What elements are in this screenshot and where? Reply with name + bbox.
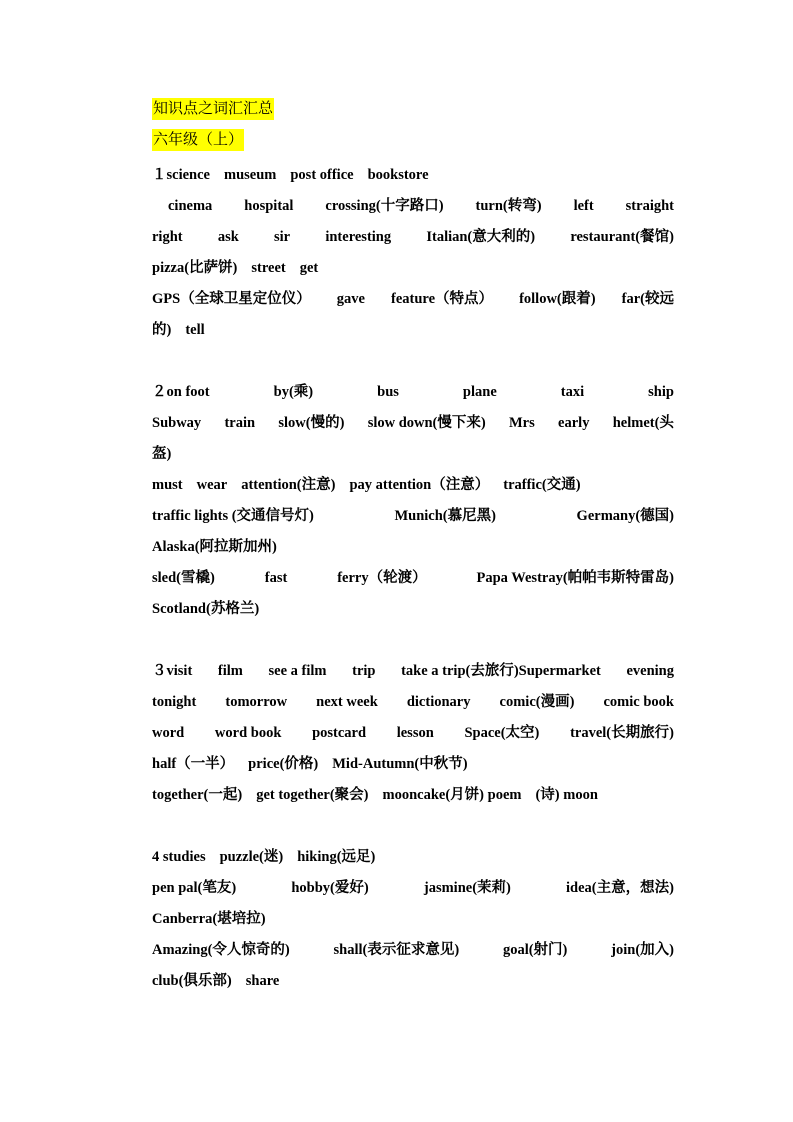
vocab-line [152, 253, 674, 284]
vocab-word: ship [648, 384, 674, 400]
vocab-word: sled(雪橇) [152, 570, 215, 586]
vocab-line [152, 501, 674, 532]
vocab-word: club(俱乐部) [152, 973, 232, 989]
vocab-word: pay attention（注意） [349, 477, 490, 493]
vocab-word: tell [185, 322, 205, 338]
vocab-word: ２on foot [152, 384, 210, 400]
vocab-word: Munich(慕尼黑) [394, 508, 496, 524]
vocab-line [152, 532, 674, 563]
vocab-word: helmet(头 [612, 415, 674, 431]
vocab-word: shall(表示征求意见) [333, 942, 460, 958]
vocab-line [152, 315, 674, 346]
vocab-line [152, 904, 674, 935]
vocab-word: far(较远 [621, 291, 674, 307]
vocab-word: hobby(爱好) [291, 880, 369, 896]
vocab-word: puzzle(迷) [219, 849, 284, 865]
vocab-word: 盔) [152, 446, 172, 462]
vocab-word: ３visit [152, 663, 193, 679]
vocab-word: Subway [152, 415, 202, 431]
vocab-line [152, 470, 674, 501]
vocab-line [152, 656, 674, 687]
vocab-word: goal(射门) [502, 942, 568, 958]
vocab-word: museum [223, 167, 277, 183]
vocab-line [152, 191, 674, 222]
vocab-word: cinema [168, 198, 213, 214]
vocab-word: wear [196, 477, 228, 493]
vocab-word: fast [264, 570, 288, 586]
vocab-word: lesson [396, 725, 434, 741]
vocab-word: ask [217, 229, 239, 245]
title-line [152, 98, 674, 129]
vocab-word: dictionary [406, 694, 471, 710]
vocab-word: word book [214, 725, 282, 741]
vocab-line [152, 160, 674, 191]
vocab-word: travel(长期旅行) [570, 725, 674, 741]
vocab-word: right [152, 229, 183, 245]
document-page [152, 98, 674, 997]
vocab-word: hospital [244, 198, 294, 214]
vocab-word: Amazing(令人惊奇的) [152, 942, 290, 958]
vocab-word: turn(转弯) [475, 198, 542, 214]
vocab-word: by(乘) [273, 384, 314, 400]
vocab-line [152, 439, 674, 470]
vocab-word: film [217, 663, 243, 679]
vocab-word: pen pal(笔友) [152, 880, 237, 896]
vocab-word: gave [336, 291, 365, 307]
unit-3 [152, 656, 674, 811]
grade-line [152, 129, 674, 160]
vocab-line [152, 594, 674, 625]
vocab-word: feature（特点） [390, 291, 494, 307]
vocab-word: get [299, 260, 319, 276]
vocab-word: Mrs [509, 415, 535, 431]
vocab-line [152, 222, 674, 253]
vocab-word: join(加入) [611, 942, 674, 958]
vocab-line [152, 749, 674, 780]
vocab-word: traffic(交通) [503, 477, 581, 493]
vocab-word: restaurant(餐馆) [570, 229, 674, 245]
vocab-word: comic(漫画) [499, 694, 575, 710]
vocab-word: Scotland(苏格兰) [152, 601, 260, 617]
vocab-word: together(一起) [152, 787, 243, 803]
vocab-word: tonight [152, 694, 197, 710]
vocab-word: crossing(十字路口) [325, 198, 444, 214]
vocab-word: (诗) moon [535, 787, 598, 803]
vocab-line [152, 687, 674, 718]
document-title: 知识点之词汇汇总 [152, 98, 274, 120]
vocab-word: next week [316, 694, 378, 710]
unit-separator [152, 811, 674, 842]
vocab-word: get together(聚会) [256, 787, 369, 803]
vocab-word: bus [377, 384, 399, 400]
vocab-word: idea(主意，想法) [566, 880, 674, 896]
unit-2 [152, 377, 674, 625]
vocab-word: slow(慢的) [278, 415, 345, 431]
vocab-word: Mid-Autumn(中秋节) [332, 756, 468, 772]
vocab-word: comic book [603, 694, 674, 710]
vocab-line [152, 563, 674, 594]
vocab-word: slow down(慢下来) [367, 415, 486, 431]
vocab-word: share [245, 973, 280, 989]
vocab-word: interesting [325, 229, 392, 245]
vocab-word: see a film [268, 663, 327, 679]
unit-4 [152, 842, 674, 997]
vocab-word: 4 studies [152, 849, 206, 865]
unit-separator [152, 346, 674, 377]
vocab-word: taxi [560, 384, 585, 400]
vocab-line [152, 935, 674, 966]
vocab-line [152, 377, 674, 408]
unit-1 [152, 160, 674, 346]
vocab-line [152, 966, 674, 997]
vocab-word: Canberra(堪培拉) [152, 911, 266, 927]
vocab-word: price(价格) [248, 756, 319, 772]
vocabulary-units [152, 160, 674, 997]
vocab-word: street [251, 260, 286, 276]
vocab-word: early [558, 415, 590, 431]
vocab-word: bookstore [367, 167, 429, 183]
vocab-word: evening [626, 663, 674, 679]
vocab-word: Italian(意大利的) [426, 229, 536, 245]
vocab-word: Germany(德国) [576, 508, 674, 524]
unit-separator [152, 625, 674, 656]
vocab-word: Alaska(阿拉斯加州) [152, 539, 277, 555]
vocab-word: take a trip(去旅行)Supermarket [401, 663, 601, 679]
vocab-word: trip [352, 663, 376, 679]
vocab-word: half（一半） [152, 756, 235, 772]
vocab-word: word [152, 725, 185, 741]
vocab-word: Space(太空) [464, 725, 540, 741]
vocab-line [152, 842, 674, 873]
vocab-word: post office [290, 167, 354, 183]
vocab-word: left [573, 198, 594, 214]
vocab-word: ferry（轮渡） [337, 570, 427, 586]
vocab-word: plane [462, 384, 497, 400]
vocab-word: pizza(比萨饼) [152, 260, 238, 276]
vocab-word: straight [625, 198, 674, 214]
vocab-word: sir [274, 229, 291, 245]
vocab-line [152, 408, 674, 439]
vocab-word: follow(跟着) [519, 291, 596, 307]
vocab-line [152, 284, 674, 315]
vocab-word: attention(注意) [241, 477, 336, 493]
vocab-line [152, 780, 674, 811]
vocab-word: １science [152, 167, 210, 183]
vocab-word: hiking(远足) [297, 849, 376, 865]
vocab-word: GPS（全球卫星定位仪） [152, 291, 311, 307]
grade-heading: 六年级（上） [152, 129, 244, 151]
vocab-word: jasmine(茉莉) [423, 880, 511, 896]
vocab-word: mooncake(月饼) poem [382, 787, 522, 803]
vocab-word: Papa Westray(帕帕韦斯特雷岛) [476, 570, 674, 586]
vocab-word: train [224, 415, 256, 431]
vocab-word: 的) [152, 322, 172, 338]
vocab-word: traffic lights (交通信号灯) [152, 508, 314, 524]
vocab-word: tomorrow [225, 694, 288, 710]
vocab-line [152, 873, 674, 904]
vocab-line [152, 718, 674, 749]
vocab-word: must [152, 477, 183, 493]
vocab-word: postcard [312, 725, 367, 741]
